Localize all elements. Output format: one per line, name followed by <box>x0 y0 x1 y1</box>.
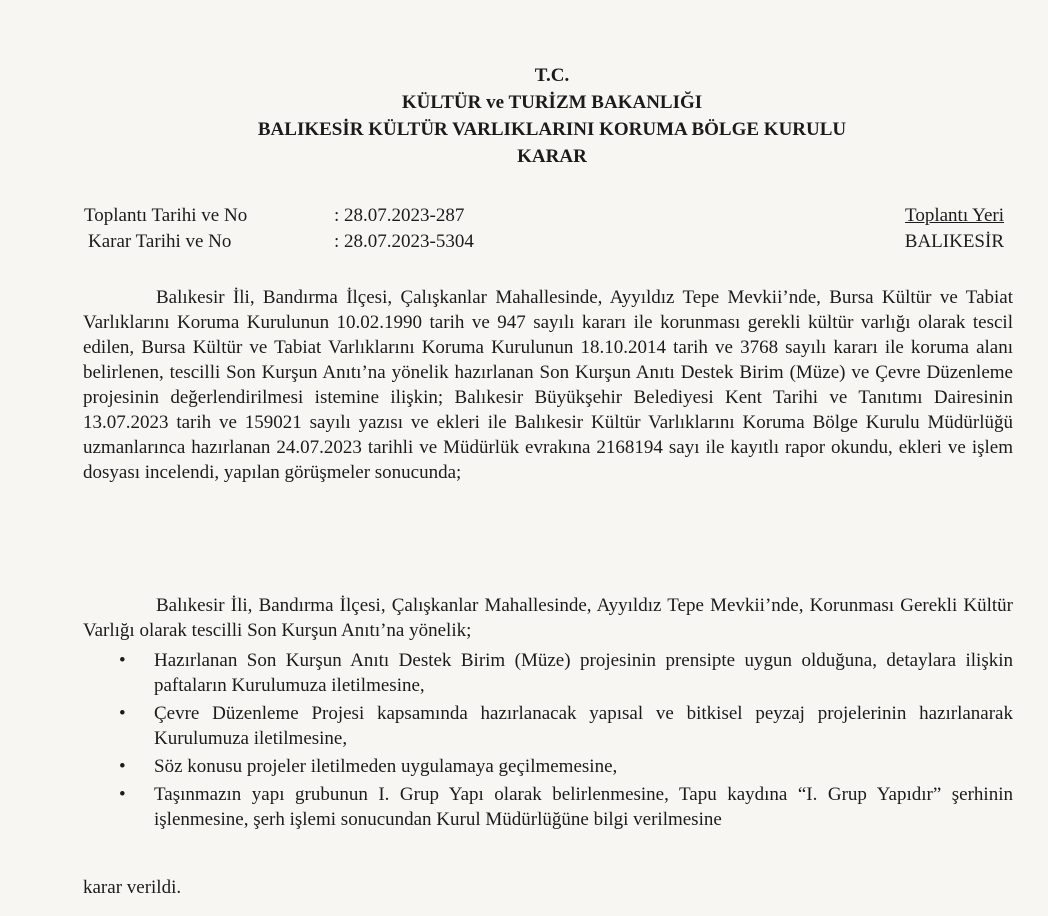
list-item <box>113 754 1013 779</box>
decision-value: : 28.07.2023-5304 <box>334 231 474 252</box>
place-label: Toplantı Yeri <box>905 205 1004 226</box>
meeting-info <box>84 203 474 255</box>
decision-label: Karar Tarihi ve No <box>88 231 232 252</box>
list-item-text: Çevre Düzenleme Projesi kapsamında hazırlanacak yapısal ve bitkisel peyzaj projelerinin hazırlanarak Kurulumuza iletilmesine, <box>154 703 1013 749</box>
header-decision: KARAR <box>517 146 587 167</box>
paragraph-1-text: Balıkesir İli, Bandırma İlçesi, Çalışkanlar Mahallesinde, Ayyıldız Tepe Mevkii’nde, Bursa Kültür ve Tabiat Varlıklarını Koruma Kurulunun 10.02.1990 tarih ve 947 sayılı kararı ile korunması gerekli kültür varlığı olarak tescil edilen, Bursa Kültür ve Tabiat Varlıklarını Koruma Kurulunun 18.10.2014 tarih ve 3768 sayılı kararı ile koruma alanı belirlenen, tescilli Son Kurşun Anıtı’na yönelik hazırlanan Son Kurşun Anıtı Destek Birim (Müze) ve Çevre Düzenleme projesinin değerlendirilmesi istemine ilişkin; Balıkesir Büyükşehir Belediyesi Kent Tarihi ve Tanıtımı Dairesinin 13.07.2023 tarih ve 159021 sayılı yazısı ve ekleri ile Balıkesir Kültür Varlıklarını Koruma Bölge Kurulu Müdürlüğü uzmanlarınca hazırlanan 24.07.2023 tarihli ve Müdürlük evrakına 2168194 sayı ile kayıtlı rapor okundu, ekleri ve işlem dosyası incelendi, yapılan görüşmeler sonucunda; <box>83 287 1013 483</box>
header-tc: T.C. <box>534 65 570 86</box>
bullet-icon: • <box>119 756 126 777</box>
decision-list <box>113 648 1013 835</box>
bullet-icon: • <box>119 784 126 805</box>
list-item-text: Hazırlanan Son Kurşun Anıtı Destek Birim (Müze) projesinin prensipte uygun olduğuna, detaylara ilişkin paftaların Kurulumuza iletilmesine, <box>154 650 1013 696</box>
header-board: BALIKESİR KÜLTÜR VARLIKLARINI KORUMA BÖLGE KURULU <box>257 119 847 140</box>
decision-row <box>84 229 474 255</box>
paragraph-1 <box>83 285 1013 485</box>
paragraph-2-text: Balıkesir İli, Bandırma İlçesi, Çalışkanlar Mahallesinde, Ayyıldız Tepe Mevkii’nde, Korunması Gerekli Kültür Varlığı olarak tescilli Son Kurşun Anıtı’na yönelik; <box>83 595 1013 641</box>
list-item-text: Taşınmazın yapı grubunun I. Grup Yapı olarak belirlenmesine, Tapu kaydına “I. Grup Yapıdır” şerhinin işlenmesine, şerh işlemi sonucundan Kurul Müdürlüğüne bilgi verilmesine <box>154 784 1013 830</box>
document-header <box>0 62 1048 170</box>
list-item-text: Söz konusu projeler iletilmeden uygulamaya geçilmemesine, <box>154 756 618 777</box>
paragraph-2 <box>83 593 1013 643</box>
place-value: BALIKESİR <box>904 231 1004 252</box>
list-item <box>113 648 1013 698</box>
meeting-label: Toplantı Tarihi ve No <box>84 205 248 226</box>
closing-text: karar verildi. <box>83 877 182 898</box>
bullet-icon: • <box>119 650 126 671</box>
meeting-value: : 28.07.2023-287 <box>334 205 465 226</box>
bullet-icon: • <box>119 703 126 724</box>
list-item <box>113 782 1013 832</box>
list-item <box>113 701 1013 751</box>
meeting-place <box>905 203 1004 255</box>
header-ministry: KÜLTÜR ve TURİZM BAKANLIĞI <box>401 92 703 113</box>
meeting-row <box>84 203 474 229</box>
